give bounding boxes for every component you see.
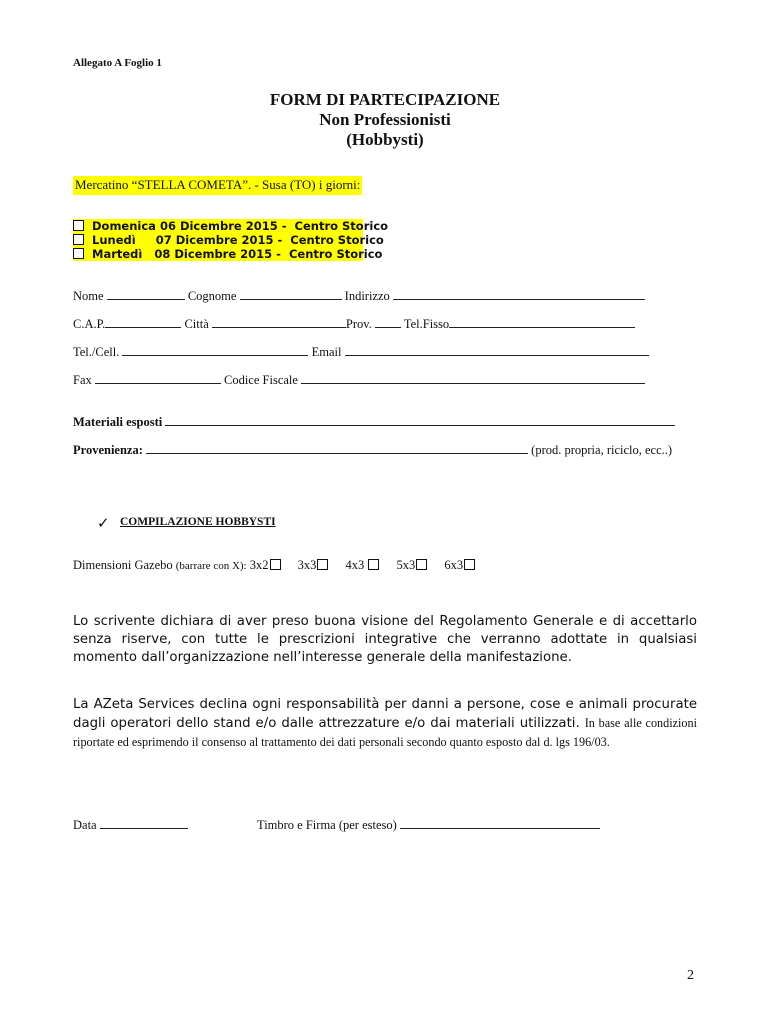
materiali-label: Materiali esposti	[73, 415, 163, 429]
date-label: Martedì 08 Dicembre 2015 - Centro Storico	[92, 247, 383, 261]
checkbox[interactable]	[73, 220, 84, 231]
compilazione-title: COMPILAZIONE HOBBYSTI	[120, 516, 276, 528]
prov-label: Prov.	[345, 317, 372, 331]
row-materiali	[73, 415, 675, 430]
cognome-label: Cognome	[187, 289, 237, 303]
timbro-field[interactable]	[400, 818, 600, 829]
form-title-block	[0, 90, 770, 150]
checkbox[interactable]	[368, 559, 379, 570]
provenienza-field[interactable]	[146, 443, 528, 454]
privacy-text: In base alle condizioni riportate ed esprimendo il consenso al trattamento dei dati personali secondo quanto esposto dal d. lgs 196/03.	[73, 716, 697, 749]
email-field[interactable]	[345, 345, 649, 356]
checkbox[interactable]	[317, 559, 328, 570]
checkbox[interactable]	[73, 248, 84, 259]
row-provenienza	[73, 443, 672, 458]
indirizzo-label: Indirizzo	[344, 289, 390, 303]
timbro-label: Timbro e Firma (per esteso)	[257, 818, 397, 832]
tel-fisso-field[interactable]	[449, 317, 635, 328]
liability-paragraph	[73, 696, 697, 752]
form-title: FORM DI PARTECIPAZIONE	[269, 90, 501, 109]
form-subtitle-hobbysti: (Hobbysti)	[346, 130, 424, 149]
event-description: Mercatino “STELLA COMETA”. - Susa (TO) i giorni:	[73, 176, 362, 195]
gazebo-label: Dimensioni Gazebo	[73, 558, 173, 572]
dates-block	[73, 219, 389, 261]
date-option-2[interactable]	[73, 233, 384, 247]
fax-field[interactable]	[95, 373, 221, 384]
provenienza-note: (prod. propria, riciclo, ecc..)	[531, 443, 673, 457]
date-label: Lunedì 07 Dicembre 2015 - Centro Storico	[92, 233, 384, 247]
liability-text: La AZeta Services declina ogni responsabilità per danni a persone, cose e animali procurate dagli operatori dello stand e/o dalle attrezzature e/o dai materiali utilizzati.	[73, 697, 697, 731]
cap-label: C.A.P.	[73, 317, 106, 331]
nome-label: Nome	[73, 289, 104, 303]
checkbox[interactable]	[464, 559, 475, 570]
date-signature	[73, 818, 188, 833]
nome-field[interactable]	[107, 289, 185, 300]
row-address	[73, 317, 635, 332]
citta-label: Città	[184, 317, 209, 331]
fax-label: Fax	[73, 373, 92, 387]
gazebo-option-6x3[interactable]: 6x3	[444, 558, 475, 572]
page-number: 2	[687, 968, 694, 983]
attachment-label: Allegato A Foglio 1	[73, 57, 162, 69]
form-subtitle: Non Professionisti	[319, 110, 451, 129]
tel-cell-label: Tel./Cell.	[73, 345, 120, 359]
indirizzo-field[interactable]	[393, 289, 645, 300]
checkbox[interactable]	[270, 559, 281, 570]
date-option-1[interactable]	[73, 219, 388, 233]
checkmark-icon: ✓	[97, 516, 110, 532]
date-label: Domenica 06 Dicembre 2015 - Centro Storico	[92, 219, 389, 233]
prov-field[interactable]	[375, 317, 401, 328]
data-label: Data	[73, 818, 97, 832]
row-fax	[73, 373, 645, 388]
citta-field[interactable]	[212, 317, 346, 328]
tel-fisso-label: Tel.Fisso	[403, 317, 450, 331]
gazebo-option-3x3[interactable]: 3x3	[298, 558, 329, 572]
codice-fiscale-field[interactable]	[301, 373, 645, 384]
declaration-paragraph: Lo scrivente dichiara di aver preso buona visione del Regolamento Generale e di accettarlo senza riserve, con tutte le prescrizioni integrative che verranno adottate in qualsiasi momento dall’organizzazione nell’interesse generale della manifestazione.	[73, 614, 697, 665]
gazebo-option-5x3[interactable]: 5x3	[397, 558, 428, 572]
row-personal	[73, 289, 645, 304]
provenienza-label: Provenienza:	[73, 443, 143, 457]
row-contacts	[73, 345, 649, 360]
checkbox[interactable]	[73, 234, 84, 245]
gazebo-option-3x2[interactable]: 3x2	[250, 558, 281, 572]
codice-fiscale-label: Codice Fiscale	[224, 373, 298, 387]
cognome-field[interactable]	[240, 289, 342, 300]
tel-cell-field[interactable]	[122, 345, 308, 356]
checkbox[interactable]	[416, 559, 427, 570]
materiali-field[interactable]	[165, 415, 675, 426]
cap-field[interactable]	[105, 317, 181, 328]
date-option-3[interactable]	[73, 247, 382, 261]
gazebo-hint: (barrare con X):	[175, 560, 247, 572]
email-label: Email	[311, 345, 342, 359]
stamp-signature	[257, 818, 600, 833]
gazebo-option-4x3[interactable]: 4x3	[346, 558, 380, 572]
data-field[interactable]	[100, 818, 188, 829]
gazebo-row	[73, 558, 489, 573]
